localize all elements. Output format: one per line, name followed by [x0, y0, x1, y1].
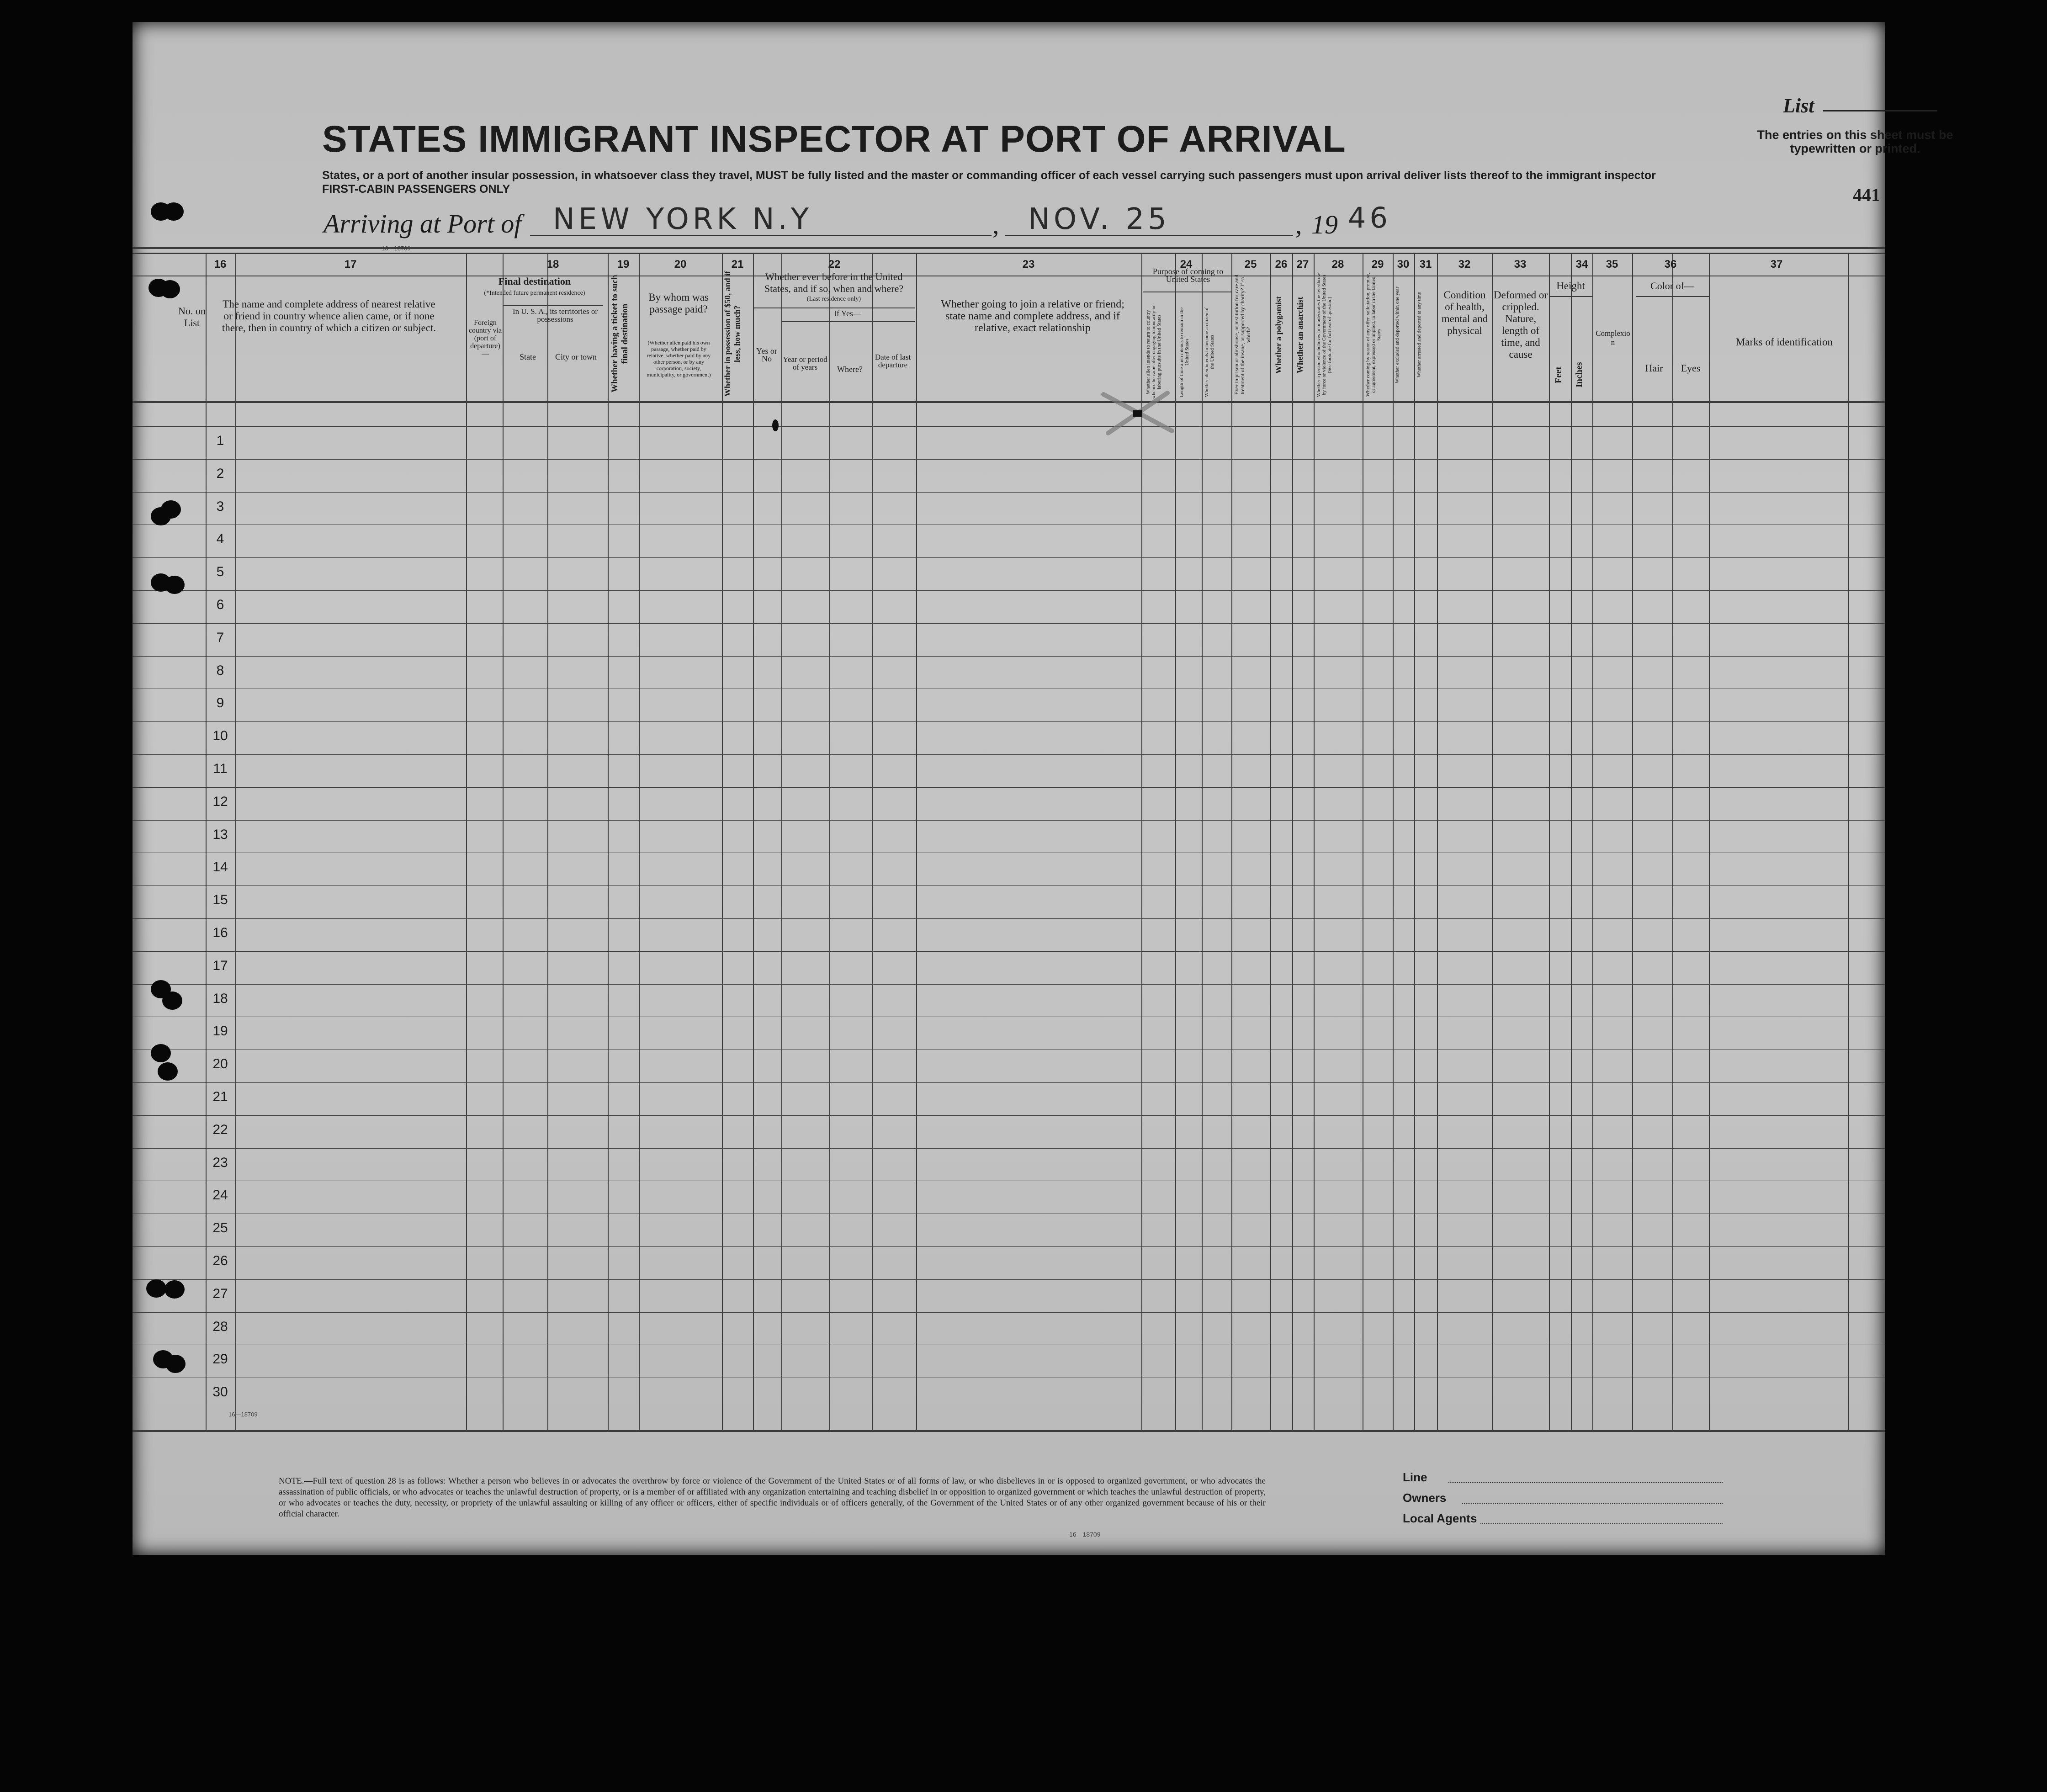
header-labor-offer: Whether coming by reason of any offer, solicitation, promise, or agreement, expressed or implied, to labor in the United States: [1365, 273, 1382, 397]
form-subtitle: States, or a port of another insular possession, in whatsoever class they travel, MUST be fully listed and the master or commanding officer of each vessel carrying such passengers must upon arrival deliver lists thereof to the immigrant inspector: [322, 169, 1656, 182]
row-rule: [133, 951, 1885, 952]
arrival-year: 46: [1348, 201, 1391, 234]
column-divider: [1437, 253, 1438, 1430]
row-rule: [133, 426, 1885, 427]
column-divider: [466, 253, 467, 1430]
manifest-sheet: [133, 22, 1953, 1555]
row-rule: [133, 1082, 1885, 1083]
comma: ,: [1295, 210, 1302, 239]
header-inches: Inches: [1574, 362, 1584, 388]
row-rule: [133, 885, 1885, 886]
row-rule: [133, 984, 1885, 985]
row-rule: [133, 656, 1885, 657]
header-bottom-rule: [133, 401, 1885, 403]
column-divider: [1270, 253, 1271, 1430]
column-divider: [1492, 253, 1493, 1430]
row-rule: [133, 1246, 1885, 1247]
row-number: 26: [212, 1253, 228, 1268]
row-number: 30: [212, 1384, 228, 1400]
punch-hole: [164, 1280, 185, 1299]
row-number: 22: [212, 1122, 228, 1137]
column-number: 19: [617, 258, 630, 270]
header-polygamist: Whether a polygamist: [1274, 296, 1283, 374]
header-final-destination: Final destination: [498, 276, 571, 287]
line-dotted: [1448, 1482, 1723, 1483]
sheet-number: 441: [1853, 185, 1880, 205]
column-number: 34: [1575, 258, 1588, 270]
row-number: 3: [216, 499, 224, 514]
row-rule: [133, 1279, 1885, 1280]
column-number: 16: [214, 258, 227, 270]
header-top-rule: [133, 247, 1885, 249]
column-divider: [547, 253, 548, 1430]
header-purpose-return: Whether alien intends to return to country whence he came after engaging temporarily in laboring pursuits in the United States: [1145, 305, 1162, 399]
column-number: 26: [1275, 258, 1288, 270]
row-rule: [133, 590, 1885, 591]
header-feet: Feet: [1554, 366, 1564, 383]
ink-cross-mark: [1099, 387, 1177, 438]
column-number: 33: [1514, 258, 1527, 270]
header-foreign-country: Foreign country via (port of departure)—: [468, 319, 502, 358]
row-number: 18: [212, 991, 228, 1006]
column-divider: [916, 253, 917, 1430]
list-label: List: [1783, 95, 1814, 117]
row-number: 8: [216, 663, 224, 678]
header-color-of: Color of—: [1650, 280, 1694, 292]
header-no-on-list: No. on List: [178, 305, 206, 329]
column-divider: [1393, 253, 1394, 1430]
row-rule: [133, 1148, 1885, 1149]
row-number: 23: [212, 1155, 228, 1170]
column-number: 27: [1296, 258, 1309, 270]
punch-hole: [162, 991, 182, 1010]
header-deformed: Deformed or crippled. Nature, length of time, and cause: [1493, 289, 1548, 360]
local-agents-label: Local Agents: [1403, 1511, 1477, 1525]
row-rule: [133, 820, 1885, 821]
header-overthrow: Whether a person who believes in or advocates the overthrow by force or violence of the Government of the United States (See footnote for full text of question): [1316, 273, 1332, 397]
punch-hole: [160, 280, 180, 298]
header-where: Where?: [837, 365, 863, 374]
punch-hole: [146, 1279, 166, 1298]
column-number: 17: [344, 258, 357, 270]
row-number: 27: [212, 1286, 228, 1301]
column-number: 28: [1331, 258, 1344, 270]
row-number: 2: [216, 466, 224, 481]
column-divider: [781, 253, 782, 1430]
column-number: 35: [1606, 258, 1618, 270]
header-top-rule: [133, 253, 1885, 254]
row-number: 16: [212, 925, 228, 940]
row-number: 1: [216, 433, 224, 448]
header-ever-before-note: (Last residence only): [806, 296, 861, 302]
header-fifty-dollars: Whether in possession of $50, and if less, how much?: [723, 270, 742, 397]
header-state: State: [520, 352, 536, 361]
column-number: 32: [1458, 258, 1471, 270]
punch-hole: [158, 1062, 178, 1081]
column-divider: [1292, 253, 1293, 1430]
row-number: 9: [216, 695, 224, 710]
column-divider: [503, 253, 504, 1430]
column-number: 37: [1770, 258, 1783, 270]
row-number: 28: [212, 1319, 228, 1334]
column-divider: [1592, 253, 1593, 1430]
row-number: 29: [212, 1352, 228, 1367]
agents-dotted: [1480, 1523, 1723, 1524]
header-passage-paid-note: (Whether alien paid his own passage, whether paid by relative, whether paid by any other person, or by any corporation, society, municipality, or government): [647, 339, 711, 378]
row-number: 25: [212, 1220, 228, 1235]
punch-hole: [161, 500, 181, 519]
row-number: 12: [212, 794, 228, 809]
row-number: 24: [212, 1188, 228, 1203]
column-divider: [872, 253, 873, 1430]
column-number: 30: [1397, 258, 1410, 270]
year-prefix: 19: [1311, 210, 1338, 239]
header-purpose: Purpose of coming to United States: [1152, 267, 1224, 284]
row-rule: [133, 721, 1885, 722]
row-number: 13: [212, 827, 228, 842]
column-divider: [1632, 253, 1633, 1430]
column-number: 23: [1022, 258, 1035, 270]
form-number-footer: 16—18709: [1069, 1531, 1101, 1538]
column-number: 22: [828, 258, 841, 270]
header-hair: Hair: [1645, 362, 1663, 374]
row-rule: [133, 754, 1885, 755]
column-number: 29: [1371, 258, 1384, 270]
header-health: Condition of health, mental and physical: [1441, 289, 1488, 336]
header-purpose-length: Length of time alien intends to remain in the United States: [1179, 307, 1190, 397]
row-number: 20: [212, 1056, 228, 1071]
row-rule: [133, 492, 1885, 493]
header-height: Height: [1556, 280, 1585, 292]
column-divider: [753, 253, 754, 1430]
row-number: 4: [216, 531, 224, 546]
header-passage-paid: By whom was passage paid?: [648, 292, 709, 315]
header-year-period: Year or period of years: [783, 355, 827, 371]
row-number: 21: [212, 1089, 228, 1104]
punch-hole: [151, 1044, 171, 1062]
row-rule: [133, 787, 1885, 788]
subheader-rule: [781, 321, 915, 322]
table-bottom-rule: [133, 1430, 1885, 1432]
header-ticket: Whether having a ticket to such final destination: [610, 275, 630, 393]
punch-hole: [165, 1355, 186, 1373]
row-rule: [133, 459, 1885, 460]
owners-label: Owners: [1403, 1491, 1447, 1505]
column-number: 18: [546, 258, 559, 270]
row-rule: [133, 918, 1885, 919]
row-rule: [133, 1115, 1885, 1116]
form-title: STATES IMMIGRANT INSPECTOR AT PORT OF ARRIVAL: [322, 118, 1346, 160]
header-anarchist: Whether an anarchist: [1295, 297, 1305, 373]
port-of-arrival: NEW YORK N.Y: [553, 202, 812, 236]
header-ever-before: Whether ever before in the United States, and if so, when and where?: [764, 271, 904, 294]
column-number: 31: [1419, 258, 1432, 270]
header-nearest-relative: The name and complete address of nearest relative or friend in country whence alien came, or if none there, then in country of which a citizen or subject.: [222, 298, 436, 334]
header-marks-identification: Marks of identification: [1735, 336, 1833, 348]
column-number: 36: [1664, 258, 1677, 270]
line-label: Line: [1403, 1470, 1427, 1484]
row-rule: [133, 623, 1885, 624]
column-divider: [1314, 253, 1315, 1430]
column-divider: [1571, 253, 1572, 1430]
column-divider: [608, 253, 609, 1430]
row-number: 11: [213, 761, 228, 776]
column-divider: [1709, 253, 1710, 1430]
typewritten-instruction: The entries on this sheet must be typewritten or printed.: [1757, 128, 1953, 155]
row-number: 7: [216, 630, 224, 645]
subheader-rule: [503, 305, 603, 306]
header-prison: Ever in prison or almshouse, or institution for care and treatment of the insane, or supported by charity? If so, which?: [1233, 275, 1252, 395]
ink-blot: [772, 419, 779, 431]
column-number: 20: [674, 258, 687, 270]
header-eyes: Eyes: [1681, 362, 1701, 374]
column-divider: [235, 253, 236, 1430]
column-divider: [1549, 253, 1550, 1430]
row-number: 17: [212, 958, 228, 973]
column-divider: [722, 253, 723, 1430]
comma: ,: [992, 210, 999, 239]
header-city-or-town: City or town: [555, 352, 597, 361]
column-divider: [1672, 253, 1673, 1430]
passenger-class: FIRST-CABIN PASSENGERS ONLY: [322, 183, 510, 196]
punch-hole: [164, 576, 185, 594]
punch-hole: [164, 202, 184, 221]
owners-dotted: [1462, 1503, 1723, 1504]
column-number: 21: [731, 258, 744, 270]
header-if-yes: If Yes—: [833, 309, 861, 318]
header-in-usa: In U. S. A., its territories or possessions: [512, 307, 598, 323]
footnote-question-28: NOTE.—Full text of question 28 is as follows: Whether a person who believes in or advocates the overthrow by force or violence of the Government of the United States or of all forms of law, or who disbelieves in or is opposed to organized government, or who advocates the assassination of public officials, or who advocates or teaches the unlawful destruction of property, or is a member of or affiliated with any organization entertaining and teaching disbelief in or opposition to organized government or which teaches the unlawful destruction of property, or who advocates or teaches the duty, necessity, or propriety of the unlawful assaulting or killing of any officer or officers, either of specific individuals or of officers generally, of the Government of the United States or of any other organized government because of his or their official character.: [279, 1476, 1266, 1519]
column-number: 24: [1180, 258, 1193, 270]
row-number: 5: [216, 564, 224, 579]
header-purpose-citizen: Whether alien intends to become a citizen of the United States: [1204, 307, 1215, 397]
row-rule: [133, 1312, 1885, 1313]
header-complexion: Complexion: [1596, 329, 1630, 347]
row-number: 10: [212, 728, 228, 743]
column-divider: [829, 253, 830, 1430]
header-excluded: Whether excluded and deported within one year: [1395, 286, 1400, 383]
column-number: 25: [1244, 258, 1257, 270]
header-join-relative: Whether going to join a relative or friend; state name and complete address, and if relative, exact relationship: [941, 298, 1124, 334]
column-divider: [1231, 253, 1232, 1430]
header-final-destination-note: (*Intended future permanent residence): [484, 290, 585, 297]
column-divider: [1848, 253, 1849, 1430]
row-number: 15: [212, 892, 228, 907]
arrival-date: NOV. 25: [1028, 202, 1170, 236]
row-rule: [133, 557, 1885, 558]
header-arrested: Whether arrested and deported at any time: [1416, 292, 1422, 378]
row-number: 14: [212, 859, 228, 875]
column-divider: [639, 253, 640, 1430]
header-yes-no: Yes or No: [756, 346, 777, 363]
header-last-departure: Date of last departure: [875, 353, 911, 369]
column-divider: [1414, 253, 1415, 1430]
arriving-label: Arriving at Port of: [323, 209, 522, 239]
manifest-grid: [133, 22, 1885, 1555]
column-divider: [1202, 253, 1203, 1430]
row-number: 6: [216, 597, 224, 612]
row-number: 19: [212, 1023, 228, 1039]
form-number-bottom: 16—18709: [228, 1411, 258, 1418]
